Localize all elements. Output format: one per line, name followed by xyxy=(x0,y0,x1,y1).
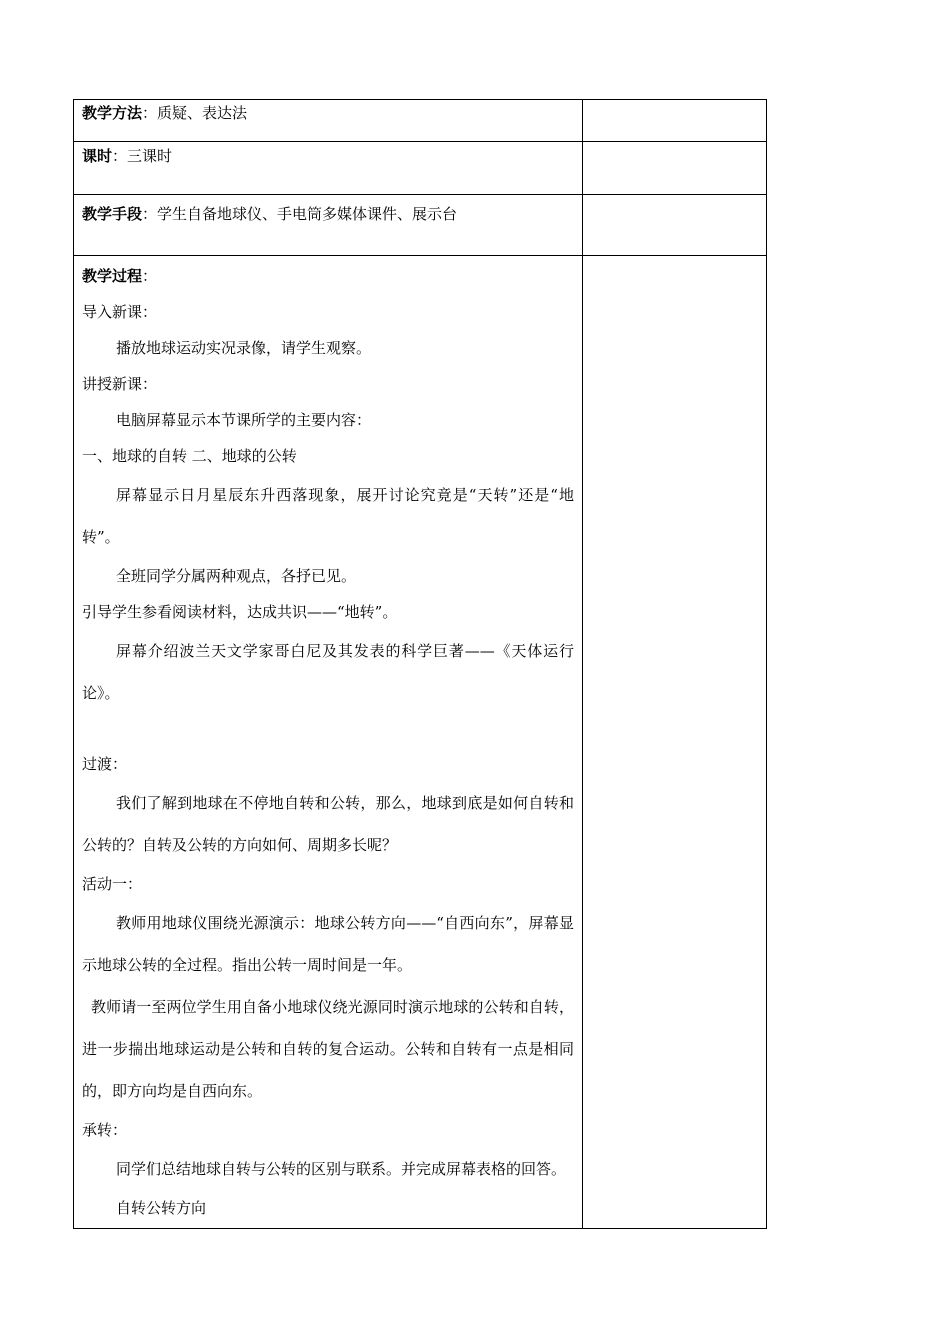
transition-paragraph: 我们了解到地球在不停地自转和公转，那么，地球到底是如何自转和公转的？自转及公转的方向如何、周期多长呢？ xyxy=(82,794,574,854)
teaching-process-row xyxy=(74,256,767,1229)
blank-line xyxy=(82,714,574,746)
student-demo-paragraph: 教师请一至两位学生用自备小地球仪绕光源同时演示地球的公转和自转，进一步揣出地球运动是公转和自转的复合运动。公转和自转有一点是相同的，即方向均是自西向东。 xyxy=(82,998,574,1100)
teaching-means-label: 教学手段 xyxy=(82,205,143,223)
lesson-plan-table xyxy=(73,99,767,1229)
transition-heading: 过渡： xyxy=(82,755,128,773)
teaching-process-cell xyxy=(74,256,583,1229)
teaching-means-row xyxy=(74,195,767,256)
teaching-means-cell xyxy=(74,195,583,256)
teaching-means-value: ：学生自备地球仪、手电筒多媒体课件、展示台 xyxy=(142,205,458,223)
follow-up-heading: 承转： xyxy=(82,1121,128,1139)
class-hours-side-cell xyxy=(583,142,767,195)
content-paragraph: 电脑屏幕显示本节课所学的主要内容： xyxy=(116,411,372,429)
class-hours-label: 课时 xyxy=(82,147,113,165)
teaching-method-cell xyxy=(74,100,583,142)
teaching-method-value: ：质疑、表达法 xyxy=(142,104,248,122)
class-hours-value: ：三课时 xyxy=(112,147,173,165)
summary-paragraph: 同学们总结地球自转与公转的区别与联系。并完成屏幕表格的回答。 xyxy=(116,1160,567,1178)
intro-paragraph: 播放地球运动实况录像，请学生观察。 xyxy=(116,339,372,357)
process-colon: ： xyxy=(142,267,158,285)
process-heading xyxy=(82,258,574,294)
teaching-process-side-cell xyxy=(583,256,767,1229)
teaching-means-side-cell xyxy=(583,195,767,256)
viewpoints-paragraph: 全班同学分属两种观点，各抒已见。 xyxy=(116,567,357,585)
intro-heading: 导入新课： xyxy=(82,303,158,321)
discussion-paragraph: 屏幕显示日月星辰东升西落现象，展开讨论究竟是“天转”还是“地转”。 xyxy=(82,486,574,546)
topics-line: 一、地球的自转 二、地球的公转 xyxy=(82,447,297,465)
new-lesson-heading: 讲授新课： xyxy=(82,375,158,393)
copernicus-paragraph: 屏幕介绍波兰天文学家哥白尼及其发表的科学巨著——《天体运行论》。 xyxy=(82,642,574,702)
globe-demo-paragraph: 教师用地球仪围绕光源演示：地球公转方向——“自西向东”，屏幕显示地球公转的全过程。指出公转一周时间是一年。 xyxy=(82,914,574,974)
teaching-method-side-cell xyxy=(583,100,767,142)
class-hours-row xyxy=(74,142,767,195)
activity-one-heading: 活动一： xyxy=(82,875,143,893)
teaching-method-label: 教学方法 xyxy=(82,104,143,122)
process-label: 教学过程 xyxy=(82,267,143,285)
table-caption-line: 自转公转方向 xyxy=(116,1199,207,1217)
class-hours-cell xyxy=(74,142,583,195)
teaching-method-row xyxy=(74,100,767,142)
consensus-paragraph: 引导学生参看阅读材料，达成共识——“地转”。 xyxy=(82,603,398,621)
